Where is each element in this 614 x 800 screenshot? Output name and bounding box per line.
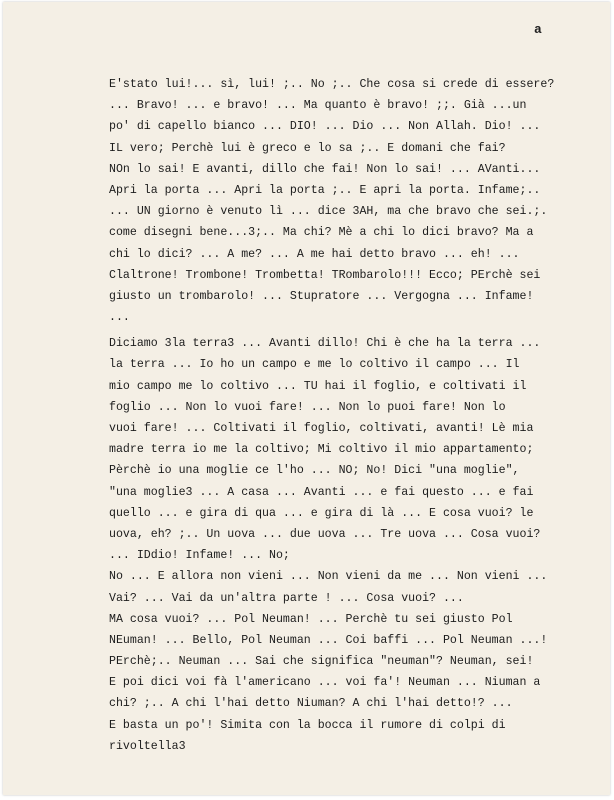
text-line: foglio ... Non lo vuoi fare! ... Non lo puoi fare! Non lo xyxy=(109,400,506,414)
text-line: E'stato lui!... sì, lui! ;.. No ;.. Che cosa si crede di essere? xyxy=(109,78,555,91)
text-line: rivoltella3 xyxy=(109,739,186,753)
text-line: la terra ... Io ho un campo e me lo coltivo il campo ... Il xyxy=(109,358,520,372)
text-line: come disegni bene...3;.. Ma chi? Mè a chi lo dici bravo? Ma a xyxy=(109,226,534,240)
text-line: MA cosa vuoi? ... Pol Neuman! ... Perchè tu sei giusto Pol xyxy=(109,612,513,626)
text-line: NEuman! ... Bello, Pol Neuman ... Coi baffi ... Pol Neuman ...! xyxy=(109,633,548,647)
text-line: E basta un po'! Simita con la bocca il rumore di colpi di xyxy=(109,718,506,732)
text-line: chi lo dici? ... A me? ... A me hai detto bravo ... eh! ... xyxy=(109,247,520,261)
text-line: uova, eh? ;.. Un uova ... due uova ... Tre uova ... Cosa vuoi? xyxy=(109,527,541,541)
text-line: Diciamo 3la terra3 ... Avanti dillo! Chi è che ha la terra ... xyxy=(109,337,541,351)
text-line: NOn lo sai! E avanti, dillo che fai! Non lo sai! ... AVanti... xyxy=(109,162,541,176)
text-line: ... Bravo! ... e bravo! ... Ma quanto è bravo! ;;. Già ...un xyxy=(109,99,527,113)
text-line: ... UN giorno è venuto lì ... dice 3AH, ma che bravo che sei.;. xyxy=(109,205,548,219)
text-line: E poi dici voi fà l'americano ... voi fa'! Neuman ... Niuman a xyxy=(109,676,541,690)
text-line: "una moglie3 ... A casa ... Avanti ... e fai questo ... e fai xyxy=(109,485,534,499)
text-line: giusto un trombarolo! ... Stupratore ... Vergogna ... Infame! xyxy=(109,289,534,303)
text-line: Claltrone! Trombone! Trombetta! TRombarolo!!! Ecco; PErchè sei xyxy=(109,268,541,282)
typewritten-page xyxy=(3,2,610,795)
text-line: IL vero; Perchè lui è greco e lo sa ;.. E domani che fai? xyxy=(109,141,506,155)
typewritten-text xyxy=(109,74,599,757)
page-letter: a xyxy=(534,22,542,37)
text-line: ... xyxy=(109,311,130,325)
text-line: Vai? ... Vai da un'altra parte ! ... Cosa vuoi? ... xyxy=(109,591,464,605)
text-line: madre terra io me la coltivo; Mi coltivo il mio appartamento; xyxy=(109,443,534,457)
text-line: Pèrchè io una moglie ce l'ho ... NO; No! Dici "una moglie", xyxy=(109,464,520,478)
text-line: mio campo me lo coltivo ... TU hai il foglio, e coltivati il xyxy=(109,379,527,393)
text-line: po' di capello bianco ... DIO! ... Dio ... Non Allah. Dio! ... xyxy=(109,120,541,134)
text-line: No ... E allora non vieni ... Non vieni da me ... Non vieni ... xyxy=(109,570,548,584)
text-line: Apri la porta ... Apri la porta ;.. E apri la porta. Infame;.. xyxy=(109,183,541,197)
text-line: quello ... e gira di qua ... e gira di là ... E cosa vuoi? le xyxy=(109,506,534,520)
text-line: PErchè;.. Neuman ... Sai che significa "neuman"? Neuman, sei! xyxy=(109,655,534,669)
text-line: vuoi fare! ... Coltivati il foglio, coltivati, avanti! Lè mia xyxy=(109,422,534,435)
text-line: ... IDdio! Infame! ... No; xyxy=(109,549,290,563)
text-line: chi? ;.. A chi l'hai detto Niuman? A chi l'hai detto!? ... xyxy=(109,697,513,711)
